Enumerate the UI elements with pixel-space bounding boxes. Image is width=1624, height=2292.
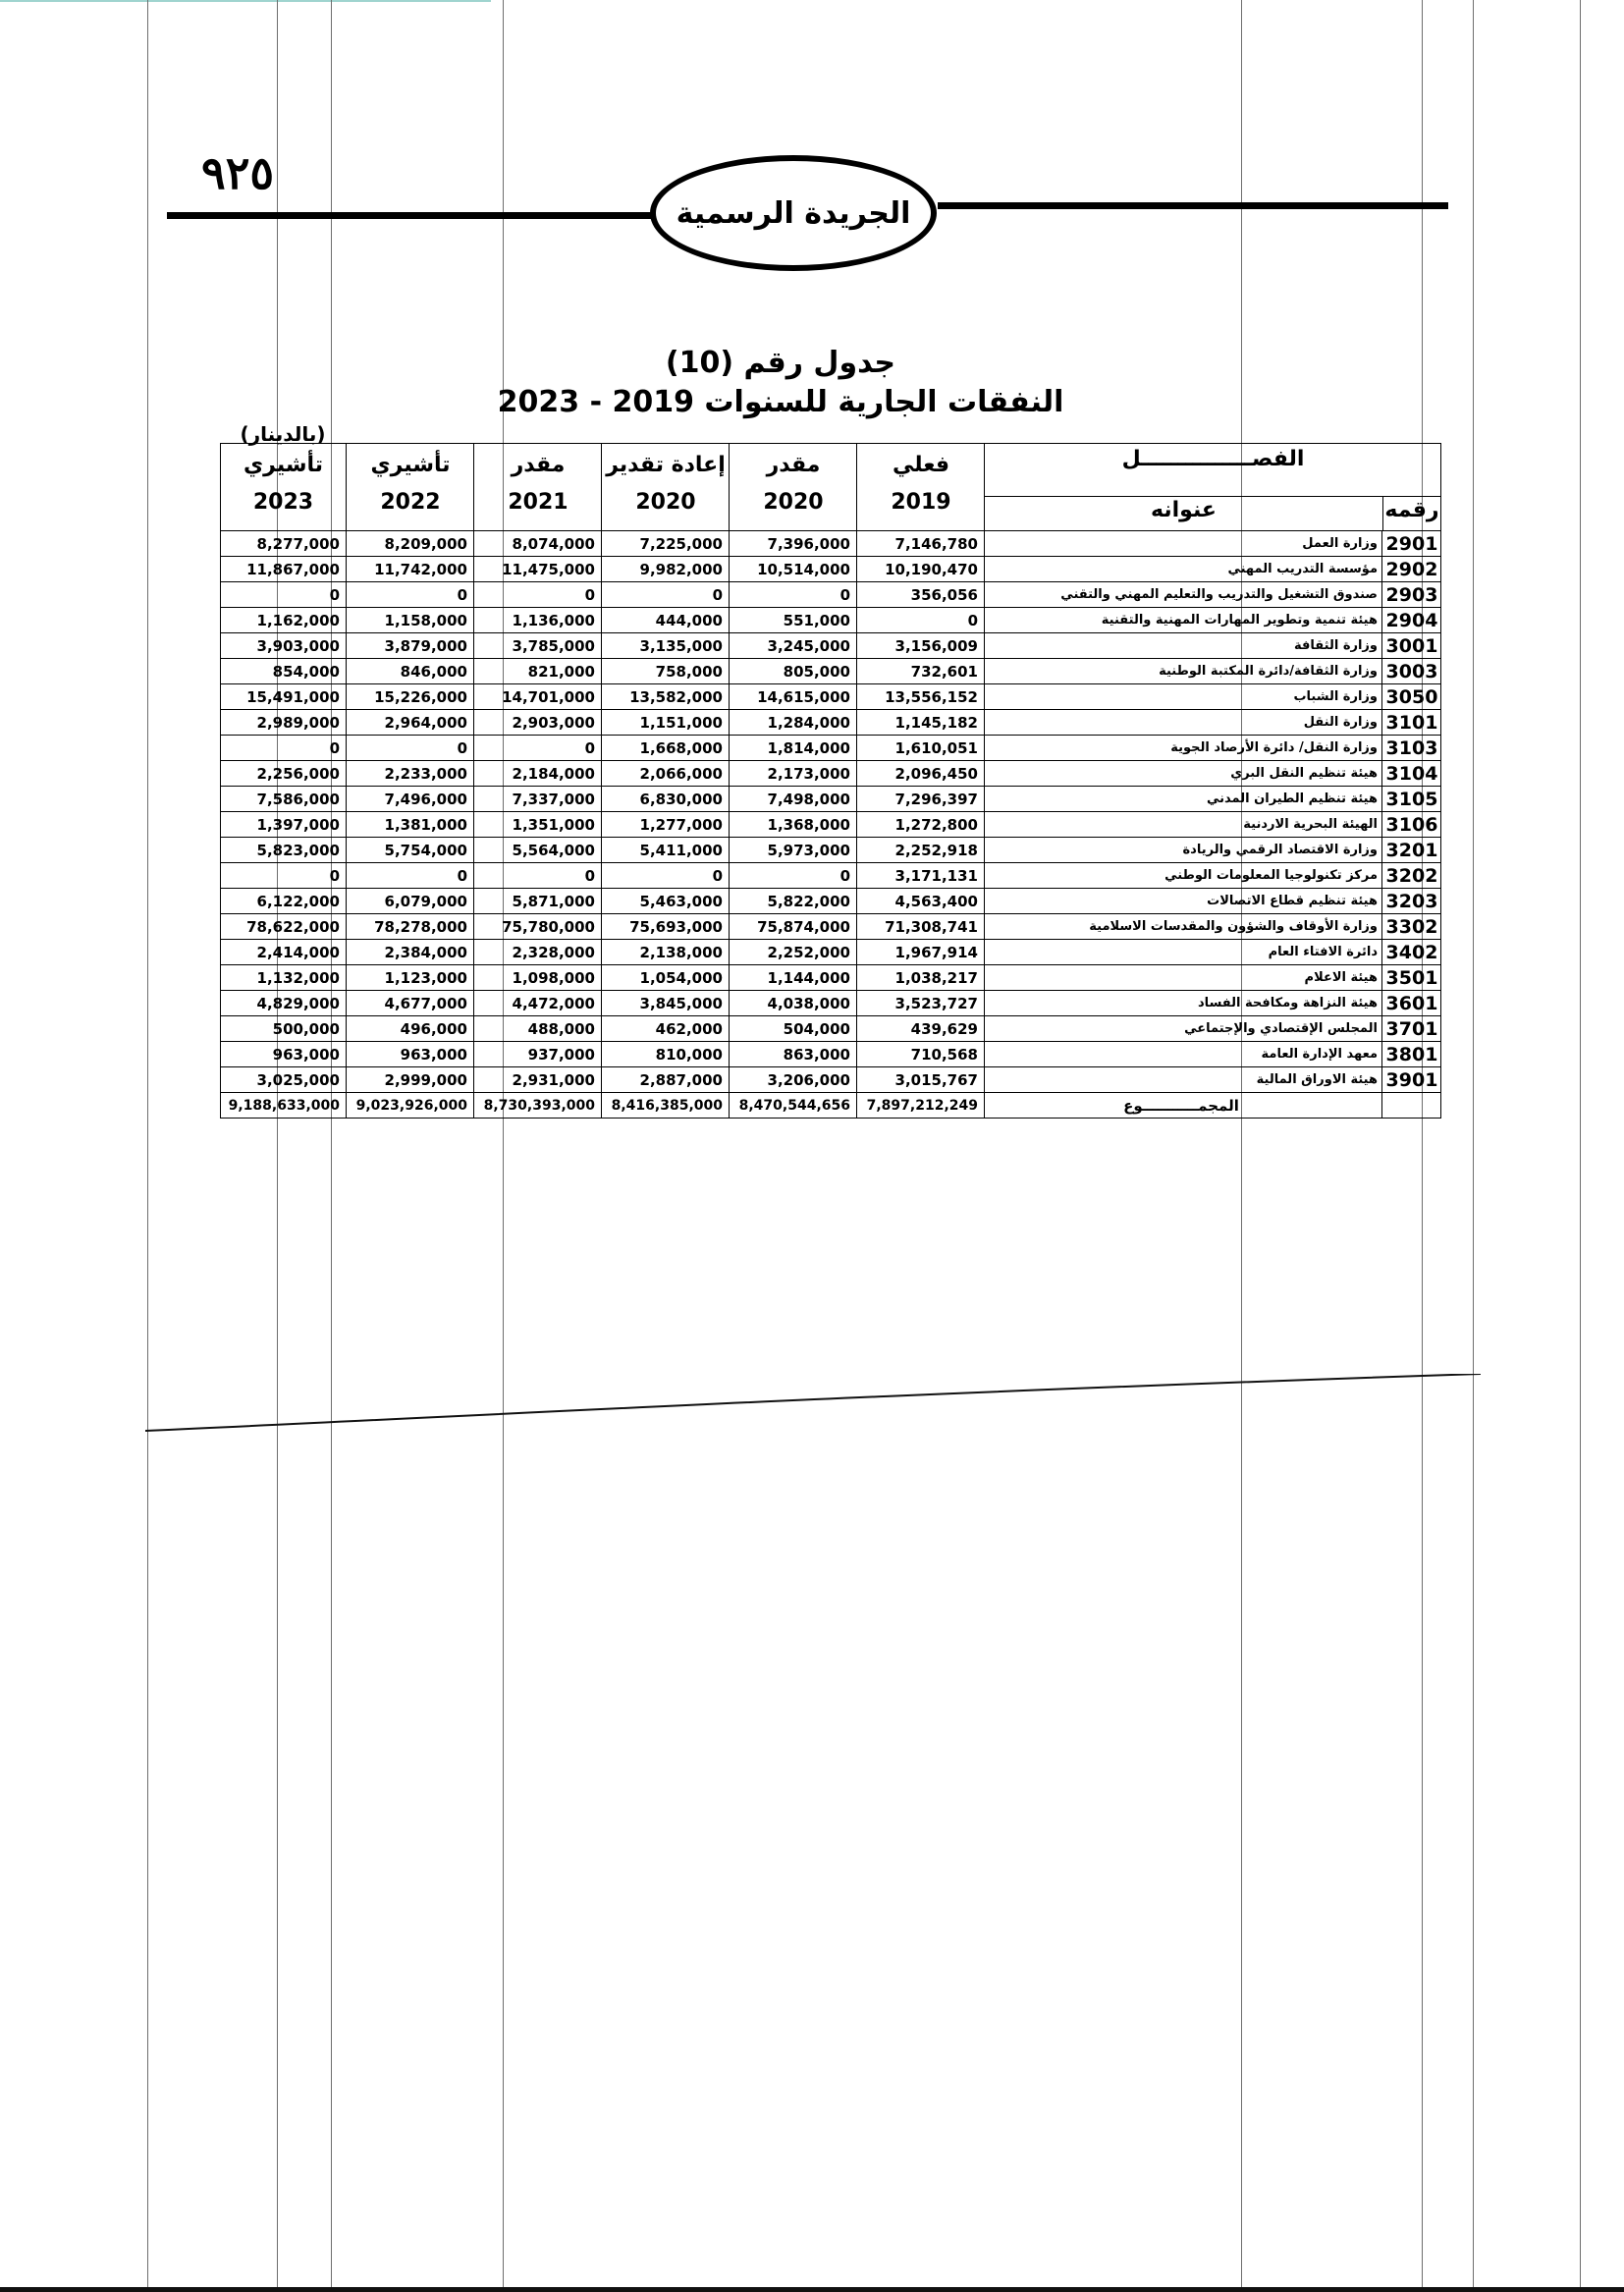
- year-column-label: فعلي: [892, 453, 950, 477]
- amount-cell: 1,381,000: [347, 812, 474, 838]
- amount-cell: 7,146,780: [857, 531, 985, 557]
- amount-cell: 11,867,000: [220, 557, 347, 582]
- chapter-code: 3003: [1385, 661, 1438, 682]
- amount-cell: 0: [602, 863, 730, 889]
- table-row: [220, 991, 1441, 1016]
- amount-cell: 8,730,393,000: [474, 1093, 602, 1119]
- amount-cell: 488,000: [474, 1016, 602, 1042]
- amount-cell: 732,601: [857, 659, 985, 684]
- amount-cell: 75,693,000: [602, 914, 730, 940]
- amount-cell: 1,038,217: [857, 965, 985, 991]
- amount-cell: 504,000: [730, 1016, 857, 1042]
- amount-cell: 5,754,000: [347, 838, 474, 863]
- table-row: [220, 684, 1441, 710]
- amount-cell: 2,999,000: [347, 1067, 474, 1093]
- amount-cell: 1,277,000: [602, 812, 730, 838]
- amount-cell: 7,897,212,249: [857, 1093, 985, 1119]
- amount-cell: 1,145,182: [857, 710, 985, 736]
- table-row: [220, 863, 1441, 889]
- chapter-name: هيئة تنظيم الطيران المدني: [985, 787, 1382, 812]
- chapter-code: 3302: [1385, 916, 1438, 938]
- amount-cell: 6,079,000: [347, 889, 474, 914]
- chapter-name: هيئة الاوراق المالية: [985, 1067, 1382, 1093]
- amount-cell: 0: [220, 582, 347, 608]
- code-column-header: رقمه: [1384, 498, 1439, 522]
- amount-cell: 9,188,633,000: [220, 1093, 347, 1119]
- chapter-code: 3105: [1385, 789, 1438, 810]
- amount-cell: 14,615,000: [730, 684, 857, 710]
- scan-fold-line: [503, 0, 504, 2292]
- amount-cell: 10,514,000: [730, 557, 857, 582]
- table-row: [220, 914, 1441, 940]
- table-title: جدول رقم (10): [665, 346, 896, 380]
- year-column-year: 2020: [763, 490, 824, 515]
- section-header: الفصـــــــــــــــل: [1121, 447, 1305, 471]
- amount-cell: 7,498,000: [730, 787, 857, 812]
- amount-cell: 0: [474, 863, 602, 889]
- amount-cell: 4,038,000: [730, 991, 857, 1016]
- table-row: [220, 736, 1441, 761]
- amount-cell: 758,000: [602, 659, 730, 684]
- amount-cell: 0: [474, 582, 602, 608]
- amount-cell: 500,000: [220, 1016, 347, 1042]
- scan-fold-line: [331, 0, 332, 2292]
- scan-fold-line: [1422, 0, 1423, 2292]
- scan-edge-bottom: [0, 2287, 1624, 2292]
- amount-cell: 1,272,800: [857, 812, 985, 838]
- amount-cell: 1,098,000: [474, 965, 602, 991]
- chapter-name: هيئة تنظيم النقل البري: [985, 761, 1382, 787]
- currency-note: (بالدينار): [240, 422, 326, 446]
- amount-cell: 14,701,000: [474, 684, 602, 710]
- amount-cell: 9,982,000: [602, 557, 730, 582]
- chapter-name: وزارة الاقتصاد الرقمي والريادة: [985, 838, 1382, 863]
- chapter-code: 3104: [1385, 763, 1438, 785]
- amount-cell: 1,967,914: [857, 940, 985, 965]
- amount-cell: 1,814,000: [730, 736, 857, 761]
- year-column-year: 2019: [891, 490, 951, 515]
- amount-cell: 0: [347, 582, 474, 608]
- amount-cell: 5,564,000: [474, 838, 602, 863]
- amount-cell: 462,000: [602, 1016, 730, 1042]
- amount-cell: 6,122,000: [220, 889, 347, 914]
- year-column-year: 2021: [508, 490, 568, 515]
- chapter-code: 2901: [1385, 533, 1438, 555]
- table-row: [220, 940, 1441, 965]
- chapter-code: 3201: [1385, 840, 1438, 861]
- amount-cell: 7,496,000: [347, 787, 474, 812]
- amount-cell: 9,023,926,000: [347, 1093, 474, 1119]
- year-column-year: 2020: [635, 490, 696, 515]
- amount-cell: 356,056: [857, 582, 985, 608]
- year-column-label: تأشيري: [370, 453, 451, 477]
- scan-fold-line: [277, 0, 278, 2292]
- amount-cell: 5,823,000: [220, 838, 347, 863]
- page-number: ٩٢٥: [201, 146, 275, 199]
- amount-cell: 805,000: [730, 659, 857, 684]
- amount-cell: 10,190,470: [857, 557, 985, 582]
- total-label: المجمـــــــــــوع: [985, 1093, 1382, 1119]
- amount-cell: 78,622,000: [220, 914, 347, 940]
- year-column-label: تأشيري: [244, 453, 323, 477]
- table-row: [220, 812, 1441, 838]
- amount-cell: 3,245,000: [730, 633, 857, 659]
- amount-cell: 75,780,000: [474, 914, 602, 940]
- chapter-name: هيئة تنظيم قطاع الاتصالات: [985, 889, 1382, 914]
- table-row: [220, 787, 1441, 812]
- amount-cell: 5,463,000: [602, 889, 730, 914]
- amount-cell: 5,411,000: [602, 838, 730, 863]
- amount-cell: 1,054,000: [602, 965, 730, 991]
- amount-cell: 0: [602, 582, 730, 608]
- amount-cell: 7,296,397: [857, 787, 985, 812]
- amount-cell: 2,328,000: [474, 940, 602, 965]
- chapter-code: 3801: [1385, 1044, 1438, 1065]
- total-row: [220, 1093, 1441, 1119]
- amount-cell: 3,171,131: [857, 863, 985, 889]
- amount-cell: 3,015,767: [857, 1067, 985, 1093]
- chapter-name: وزارة الشباب: [985, 684, 1382, 710]
- name-column-header: عنوانه: [1151, 498, 1217, 522]
- amount-cell: 8,470,544,656: [730, 1093, 857, 1119]
- table-row: [220, 659, 1441, 684]
- amount-cell: 863,000: [730, 1042, 857, 1067]
- scan-fold-line: [147, 0, 148, 2292]
- chapter-name: وزارة الثقافة/دائرة المكتبة الوطنية: [985, 659, 1382, 684]
- amount-cell: 0: [220, 736, 347, 761]
- amount-cell: 75,874,000: [730, 914, 857, 940]
- chapter-name: معهد الإدارة العامة: [985, 1042, 1382, 1067]
- amount-cell: 5,822,000: [730, 889, 857, 914]
- amount-cell: 3,206,000: [730, 1067, 857, 1093]
- table-row: [220, 582, 1441, 608]
- amount-cell: 5,871,000: [474, 889, 602, 914]
- table-row: [220, 1042, 1441, 1067]
- amount-cell: 1,668,000: [602, 736, 730, 761]
- amount-cell: 496,000: [347, 1016, 474, 1042]
- amount-cell: 11,475,000: [474, 557, 602, 582]
- amount-cell: 0: [347, 863, 474, 889]
- chapter-code: 3202: [1385, 865, 1438, 887]
- amount-cell: 3,903,000: [220, 633, 347, 659]
- amount-cell: 846,000: [347, 659, 474, 684]
- amount-cell: 2,233,000: [347, 761, 474, 787]
- amount-cell: 3,523,727: [857, 991, 985, 1016]
- amount-cell: 1,397,000: [220, 812, 347, 838]
- chapter-name: وزارة الأوقاف والشؤون والمقدسات الاسلامية: [985, 914, 1382, 940]
- amount-cell: 2,903,000: [474, 710, 602, 736]
- chapter-code: [1382, 1093, 1441, 1119]
- amount-cell: 0: [730, 582, 857, 608]
- chapter-code: 3701: [1385, 1018, 1438, 1040]
- amount-cell: 821,000: [474, 659, 602, 684]
- amount-cell: 7,337,000: [474, 787, 602, 812]
- chapter-code: 3402: [1385, 942, 1438, 963]
- table-row: [220, 710, 1441, 736]
- amount-cell: 1,136,000: [474, 608, 602, 633]
- amount-cell: 963,000: [220, 1042, 347, 1067]
- table-row: [220, 889, 1441, 914]
- amount-cell: 1,132,000: [220, 965, 347, 991]
- amount-cell: 2,252,918: [857, 838, 985, 863]
- table-subtitle: النفقات الجارية للسنوات 2019 - 2023: [497, 385, 1064, 419]
- chapter-code: 2902: [1385, 559, 1438, 580]
- chapter-code: 3601: [1385, 993, 1438, 1014]
- chapter-code: 2903: [1385, 584, 1438, 606]
- amount-cell: 3,785,000: [474, 633, 602, 659]
- chapter-name: وزارة النقل: [985, 710, 1382, 736]
- chapter-code: 3103: [1385, 737, 1438, 759]
- table-row: [220, 633, 1441, 659]
- journal-title-text: الجريدة الرسمية: [676, 195, 911, 231]
- amount-cell: 2,887,000: [602, 1067, 730, 1093]
- amount-cell: 2,964,000: [347, 710, 474, 736]
- amount-cell: 1,162,000: [220, 608, 347, 633]
- amount-cell: 8,416,385,000: [602, 1093, 730, 1119]
- amount-cell: 78,278,000: [347, 914, 474, 940]
- amount-cell: 2,384,000: [347, 940, 474, 965]
- amount-cell: 6,830,000: [602, 787, 730, 812]
- amount-cell: 810,000: [602, 1042, 730, 1067]
- amount-cell: 1,284,000: [730, 710, 857, 736]
- chapter-name: صندوق التشغيل والتدريب والتعليم المهني والتقني: [985, 582, 1382, 608]
- amount-cell: 0: [347, 736, 474, 761]
- table-row: [220, 1016, 1441, 1042]
- scan-edge-top: [0, 0, 491, 2]
- amount-cell: 1,368,000: [730, 812, 857, 838]
- amount-cell: 13,582,000: [602, 684, 730, 710]
- chapter-name: دائرة الافتاء العام: [985, 940, 1382, 965]
- amount-cell: 1,158,000: [347, 608, 474, 633]
- chapter-name: هيئة تنمية وتطوير المهارات المهنية والتقنية: [985, 608, 1382, 633]
- amount-cell: 1,610,051: [857, 736, 985, 761]
- amount-cell: 0: [474, 736, 602, 761]
- amount-cell: 1,151,000: [602, 710, 730, 736]
- year-column-label: مقدر: [511, 453, 566, 477]
- amount-cell: 439,629: [857, 1016, 985, 1042]
- chapter-name: هيئة النزاهة ومكافحة الفساد: [985, 991, 1382, 1016]
- amount-cell: 4,829,000: [220, 991, 347, 1016]
- table-row: [220, 965, 1441, 991]
- amount-cell: 2,414,000: [220, 940, 347, 965]
- amount-cell: 8,209,000: [347, 531, 474, 557]
- chapter-code: 3050: [1385, 686, 1438, 708]
- scan-fold-line: [1473, 0, 1474, 2292]
- amount-cell: 3,135,000: [602, 633, 730, 659]
- table-row: [220, 838, 1441, 863]
- chapter-name: الهيئة البحرية الاردنية: [985, 812, 1382, 838]
- amount-cell: 4,677,000: [347, 991, 474, 1016]
- amount-cell: 0: [220, 863, 347, 889]
- amount-cell: 0: [857, 608, 985, 633]
- amount-cell: 854,000: [220, 659, 347, 684]
- chapter-code: 3101: [1385, 712, 1438, 734]
- amount-cell: 2,184,000: [474, 761, 602, 787]
- year-column-label: إعادة تقدير: [606, 453, 726, 477]
- amount-cell: 15,226,000: [347, 684, 474, 710]
- amount-cell: 2,256,000: [220, 761, 347, 787]
- amount-cell: 15,491,000: [220, 684, 347, 710]
- amount-cell: 1,144,000: [730, 965, 857, 991]
- amount-cell: 444,000: [602, 608, 730, 633]
- amount-cell: 8,074,000: [474, 531, 602, 557]
- chapter-code: 3203: [1385, 891, 1438, 912]
- scan-crease-line: [145, 1374, 1481, 1433]
- amount-cell: 963,000: [347, 1042, 474, 1067]
- amount-cell: 1,351,000: [474, 812, 602, 838]
- chapter-name: هيئة الاعلام: [985, 965, 1382, 991]
- chapter-name: وزارة العمل: [985, 531, 1382, 557]
- table-row: [220, 557, 1441, 582]
- amount-cell: 551,000: [730, 608, 857, 633]
- year-column-year: 2023: [252, 490, 314, 515]
- amount-cell: 3,845,000: [602, 991, 730, 1016]
- amount-cell: 2,931,000: [474, 1067, 602, 1093]
- amount-cell: 8,277,000: [220, 531, 347, 557]
- chapter-code: 3901: [1385, 1069, 1438, 1091]
- scan-fold-line: [1580, 0, 1581, 2292]
- amount-cell: 1,123,000: [347, 965, 474, 991]
- amount-cell: 710,568: [857, 1042, 985, 1067]
- amount-cell: 7,225,000: [602, 531, 730, 557]
- scan-fold-line: [1241, 0, 1242, 2292]
- amount-cell: 7,586,000: [220, 787, 347, 812]
- journal-title: [650, 155, 937, 271]
- amount-cell: 7,396,000: [730, 531, 857, 557]
- chapter-name: وزارة النقل/ دائرة الأرصاد الجوية: [985, 736, 1382, 761]
- chapter-code: 3106: [1385, 814, 1438, 836]
- chapter-code: 3501: [1385, 967, 1438, 989]
- amount-cell: 2,138,000: [602, 940, 730, 965]
- chapter-name: مركز تكنولوجيا المعلومات الوطني: [985, 863, 1382, 889]
- amount-cell: 2,989,000: [220, 710, 347, 736]
- table-row: [220, 1067, 1441, 1093]
- amount-cell: 0: [730, 863, 857, 889]
- amount-cell: 2,066,000: [602, 761, 730, 787]
- header-rule-left: [167, 212, 653, 219]
- amount-cell: 937,000: [474, 1042, 602, 1067]
- amount-cell: 5,973,000: [730, 838, 857, 863]
- amount-cell: 13,556,152: [857, 684, 985, 710]
- amount-cell: 3,879,000: [347, 633, 474, 659]
- table-row: [220, 761, 1441, 787]
- table-row: [220, 608, 1441, 633]
- chapter-code: 2904: [1385, 610, 1438, 631]
- year-column-label: مقدر: [766, 453, 821, 477]
- year-column-year: 2022: [380, 490, 441, 515]
- header-rule-right: [938, 202, 1448, 209]
- amount-cell: 2,096,450: [857, 761, 985, 787]
- amount-cell: 3,025,000: [220, 1067, 347, 1093]
- chapter-name: مؤسسة التدريب المهني: [985, 557, 1382, 582]
- chapter-code: 3001: [1385, 635, 1438, 657]
- chapter-name: وزارة الثقافة: [985, 633, 1382, 659]
- amount-cell: 4,563,400: [857, 889, 985, 914]
- amount-cell: 4,472,000: [474, 991, 602, 1016]
- table-row: [220, 531, 1441, 557]
- amount-cell: 11,742,000: [347, 557, 474, 582]
- chapter-name: المجلس الإقتصادي والإجتماعي: [985, 1016, 1382, 1042]
- amount-cell: 3,156,009: [857, 633, 985, 659]
- amount-cell: 71,308,741: [857, 914, 985, 940]
- amount-cell: 2,173,000: [730, 761, 857, 787]
- amount-cell: 2,252,000: [730, 940, 857, 965]
